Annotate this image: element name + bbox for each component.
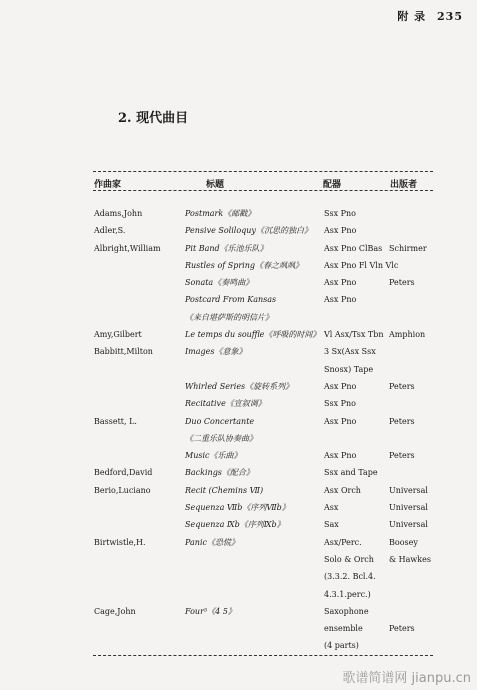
table-row [0,343,477,360]
title-cell: Sonata《奏鸣曲》 [185,278,254,288]
table-row [0,551,477,568]
title-cell: Postcard From Kansas [185,295,277,305]
composer-cell: Babbitt,Milton [94,347,153,357]
instrumentation-cell: Asx Pno [324,416,357,426]
section-label: 附 录 [397,10,427,23]
publisher-cell: Peters [389,624,415,634]
title-cell: Rustles of Spring《春之飒飒》 [185,260,304,270]
publisher-cell: Universal [389,485,428,495]
composer-cell: Adams,John [94,209,143,218]
table-row [0,430,477,447]
header-rule [93,190,433,191]
publisher-cell: Peters [389,278,415,288]
title-cell: Panic《恐慌》 [185,537,239,547]
title-cell: Sequenza Ⅶb《序列Ⅶb》 [185,503,290,513]
table-row [0,413,477,430]
publisher-cell: Universal [389,503,428,513]
section-title: 2. 现代曲目 [118,111,189,126]
composer-cell: Birtwistle,H. [94,537,146,547]
instrumentation-cell: Asx Pno [324,451,357,461]
table-row [0,534,477,551]
table-row [0,464,477,481]
title-cell: 《来自堪萨斯的明信片》 [185,312,273,322]
instrumentation-cell: Asx Pno ClBas [324,243,383,253]
publisher-cell: & Hawkes [389,554,431,564]
instrumentation-cell: (4 parts) [324,641,359,651]
table-row [0,482,477,499]
instrumentation-cell: Snosx) Tape [324,364,374,374]
instrumentation-cell: Solo & Orch [324,554,374,564]
table-row [0,568,477,585]
repertoire-table [0,205,477,655]
publisher-cell: Schirmer [389,243,427,253]
publisher-cell: Peters [389,451,415,461]
title-cell: Recitative《宣叙调》 [185,399,266,409]
table-row [0,378,477,395]
table-row [0,274,477,291]
composer-cell: Bassett, L. [94,416,137,426]
composer-cell: Berio,Luciano [94,485,151,495]
bottom-rule [93,655,433,656]
instrumentation-cell: 4.3.1.perc.) [324,589,371,599]
instrumentation-cell: Asx Pno [324,278,357,288]
instrumentation-cell: ensemble [324,624,363,634]
instrumentation-cell: Ssx Pno [324,399,356,409]
publisher-cell: Amphion [389,330,426,340]
instrumentation-cell: Ssx Pno [324,209,356,218]
instrumentation-cell: Asx Orch [324,485,361,495]
instrumentation-cell: Asx/Perc. [324,537,362,547]
publisher-cell: Boosey [389,537,418,547]
table-row [0,326,477,343]
table-row [0,291,477,308]
watermark: 歌谱简谱网 jianpu.cn [342,671,471,686]
title-cell: Pensive Soliloquy《沉思的独白》 [185,226,312,236]
instrumentation-cell: Asx Pno Fl Vln Vlc [324,260,399,270]
table-row [0,309,477,326]
publisher-cell: Peters [389,381,415,391]
top-rule [93,171,433,172]
title-cell: 《二重乐队协奏曲》 [185,433,257,443]
title-cell: Images《意象》 [185,347,247,357]
instrumentation-cell: Asx Pno [324,226,357,236]
title-cell: Music《乐曲》 [185,451,242,461]
table-row [0,586,477,603]
instrumentation-cell: Asx Pno [324,381,357,391]
instrumentation-cell: Saxophone [324,606,369,616]
instrumentation-cell: (3.3.2. Bcl.4. [324,572,376,582]
title-cell: Le temps du souffle《呼吸的时间》 [185,330,321,340]
header-title: 标题 [206,180,225,190]
table-row [0,205,477,222]
table-row [0,361,477,378]
composer-cell: Amy,Gilbert [94,330,142,340]
composer-cell: Adler,S. [94,226,126,236]
page-number: 235 [437,10,463,23]
instrumentation-cell: Ssx and Tape [324,468,378,478]
title-cell: Pit Band《乐池乐队》 [185,243,268,253]
composer-cell: Cage,John [94,606,136,616]
composer-cell: Bedford,David [94,468,153,478]
title-cell: Backings《配合》 [185,468,254,478]
table-row [0,603,477,620]
title-cell: Recit (Chemins Ⅶ) [185,485,264,495]
table-row [0,257,477,274]
title-cell: Sequenza Ⅸb《序列Ⅸb》 [185,520,285,530]
table-row [0,447,477,464]
table-row [0,222,477,239]
instrumentation-cell: Vl Asx/Tsx Tbn [324,330,384,340]
composer-cell: Albright,William [94,243,161,253]
table-row [0,620,477,637]
instrumentation-cell: 3 Sx(Asx Ssx [324,347,376,357]
header-publisher: 出版者 [390,180,418,190]
title-cell: Four⁵《4 5》 [185,606,236,616]
instrumentation-cell: Asx Pno [324,295,357,305]
page-header [397,8,463,24]
instrumentation-cell: Sax [324,520,339,530]
header-instrumentation: 配器 [323,180,342,190]
title-cell: Postmark《邮戳》 [185,209,256,218]
publisher-cell: Universal [389,520,428,530]
table-row [0,637,477,654]
table-row [0,240,477,257]
table-row [0,499,477,516]
title-cell: Whirled Series《旋转系列》 [185,381,294,391]
publisher-cell: Peters [389,416,415,426]
header-composer: 作曲家 [94,180,122,190]
table-row [0,516,477,533]
instrumentation-cell: Asx [324,503,339,513]
title-cell: Duo Concertante [185,416,255,426]
table-row [0,395,477,412]
